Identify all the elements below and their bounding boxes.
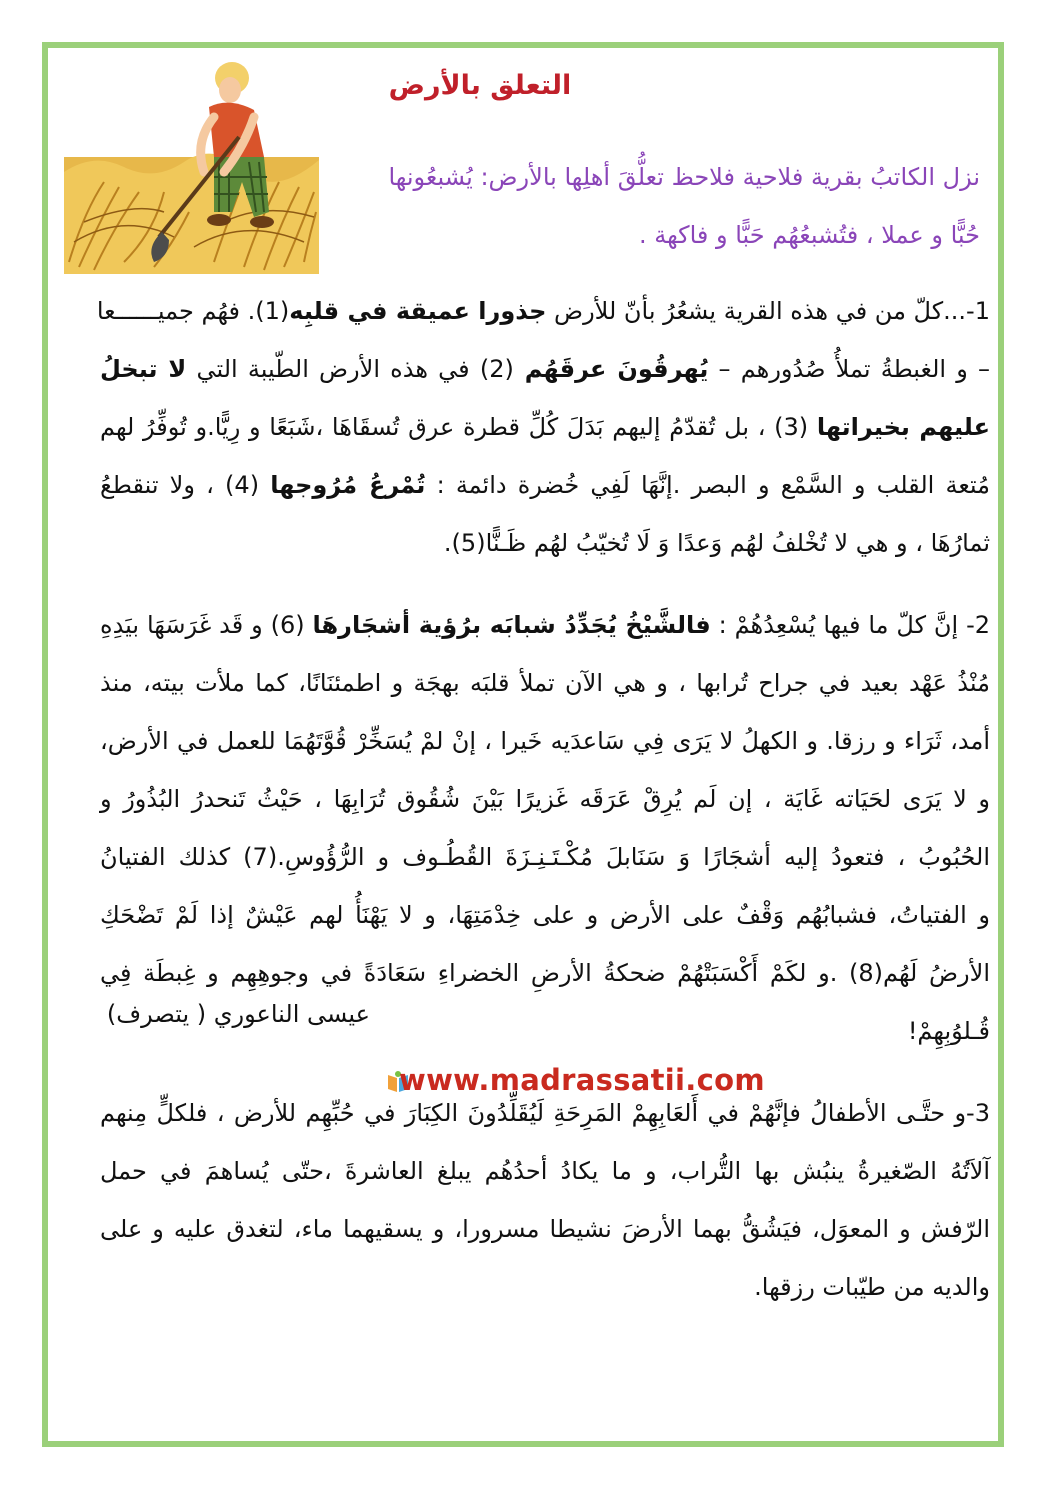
text-line: آلاَتُهُ الصّغيرةُ ينبُش بها التُّراب، و ما يكادُ أحدُهُم يبلغ العاشرةَ ،حتّى يُساهمَ في حمل [100, 1157, 990, 1185]
text-line [100, 596, 990, 654]
text-line: أمد، ثَرَاء و رزقا. و الكهلُ لا يَرَى فِي سَاعدَيه خَيرا ، إنْ لمْ يُسَخِّرْ قُوَّتَهُمَا للعمل في الأرض، [100, 727, 990, 755]
text-line: والديه من طيّبات رزقها. [754, 1273, 990, 1301]
text-run: مُتعة القلب و السَّمْع و البصر .إنَّهَا لَفِي خُضرة دائمة : [425, 471, 991, 499]
page-title: التعلق بالأرض [388, 70, 572, 101]
text-line: و لا يَرَى لحَيَاته غَايَة ، إن لَم يُرِقْ عَرَقَه غَزيرًا بَيْنَ شُقُوق تُرَابِهَا ، حَيْثُ تَنحدرُ البُذُورُ و [100, 785, 990, 813]
text-run: 2- إنَّ كلّ ما فيها يُسْعِدُهُمْ : [710, 611, 991, 639]
text-line [100, 340, 990, 398]
bold-phrase: يُهرقُونَ عرقَهُم [513, 355, 709, 383]
text-line: ثمارُهَا ، و هي لا تُخْلفُ لهُم وَعدًا وَ لَا تُخيّبُ لهُم ظَـنًّا(5). [443, 529, 990, 557]
intro-line: حُبًّا و عملا ، فتُشبعُهُم حَبًّا و فاكهة . [638, 221, 980, 249]
text-line [100, 398, 990, 456]
website-footer[interactable] [385, 1063, 765, 1107]
bold-phrase: عليهم بخيراتها [816, 413, 990, 441]
bold-phrase: تُمْرعُ مُرُوجها [270, 471, 426, 499]
author-signature: عيسى الناعوري ( يتصرف) [106, 1000, 370, 1028]
text-line: الحُبُوبُ ، فتعودُ إليه أشجَارًا وَ سَنَابلَ مُكْـتَـنِـزَةَ القُطُـوف و الرُّؤُوسِ.(7) كذلك الفتيانُ [100, 843, 990, 871]
intro-line: نزل الكاتبُ بقرية فلاحية فلاحظ تعلُّقَ أهلِها بالأرض: يُشبعُونها [388, 163, 980, 191]
text-run: – و الغبطةُ تملأُ صُدُورهم – [708, 355, 990, 383]
article-body [96, 282, 991, 1340]
text-line: مُنْذُ عَهْد بعيد في جراح تُرابها ، و هي الآن تملأ قلبَه بهجَة و اطمئنَانًا، كما ملأت بيته، منذ [100, 669, 990, 697]
bold-phrase: فالشَّيْخُ يُجَدِّدُ شبابَه برُؤية أشجَارهَا [312, 611, 711, 639]
text-line [96, 282, 990, 340]
intro-text [330, 148, 980, 264]
paragraph-2 [100, 596, 990, 1060]
paragraph-3 [100, 1084, 990, 1316]
text-line: الرّفش و المعوَل، فيَشُقُّ بهما الأرضَ نشيطا مسرورا، و يسقيهما ماء، لتغدق عليه و على [100, 1215, 990, 1243]
farmer-working-field-illustration [64, 62, 319, 274]
text-line: قُـلوُبِهِمْ! [907, 1017, 990, 1045]
bold-phrase: لا تبخلُ [100, 355, 187, 383]
text-line [100, 456, 990, 514]
text-line: الأرضُ لَهُم(8) .و لكَمْ أَكْسَبَتْهُمْ ضحكةُ الأرضِ الخضراءِ سَعَادَةً في وجوهِهِم و غِبطَة فِي [100, 959, 990, 987]
paragraph-1 [96, 282, 991, 572]
text-line: و الفتياتُ، فشبابُهُم وَقْفٌ على الأرض و على خِدْمَتِهَا، و لا يَهْنَأُ لهم عَيْشٌ إذا لَمْ تَضْحَكِ [100, 901, 990, 929]
text-run: (4) ، ولا تنقطعُ [100, 471, 271, 499]
text-run: (1). فهُم جميــــــعا [96, 297, 290, 325]
website-link[interactable]: www.madrassatii.com [399, 1063, 765, 1097]
text-run: (3) ، بل تُقدّمُ إليهم بَدَلَ كُلِّ قطرة عرق تُسقَاهَا ،شَبَعًا و رِيًّا.و تُوفِّرُ لهم [100, 413, 817, 441]
text-run: 1-...كلّ من في هذه القرية يشعُرُ بأنّ للأرض [546, 297, 990, 325]
text-line: 3-و حتَّـى الأطفالُ فإنَّهُمْ في أَلعَابِهِمْ المَرِحَةِ لَيُقَلِّدُونَ الكِبَارَ في حُبِّهِم للأرض ، فلكلٍّ مِنهم [100, 1099, 990, 1127]
text-run: (6) و قَد غَرَسَهَا بيَدِهِ [100, 611, 313, 639]
text-run: (2) في هذه الأرض الطّيبة التي [186, 355, 514, 383]
bold-phrase: جذورا عميقة في قلبِه [289, 297, 547, 325]
